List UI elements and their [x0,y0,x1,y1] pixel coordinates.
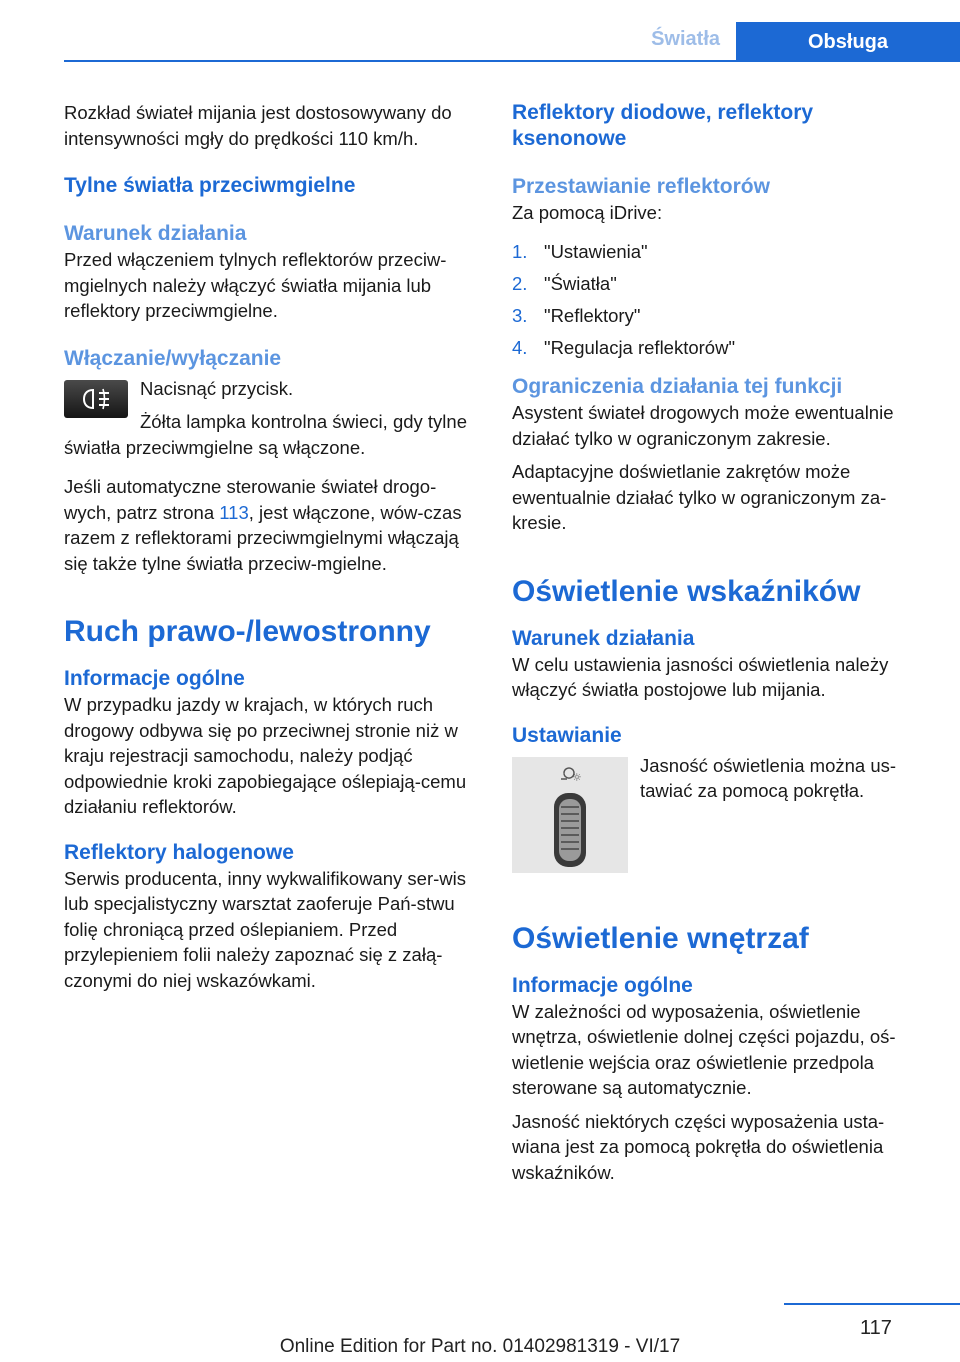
header-section-label: Światła [651,28,720,50]
svg-text:☼: ☼ [572,770,582,784]
traffic-general-text: W przypadku jazdy w krajach, w których ruch drogowy odbywa się po przeciwnej stronie niż w kraju rejestracji samochodu, należy podjąć odpowiednie kroki zapobiegające oślepiają-cemu działaniu reflektorów. [64,694,467,817]
interior-lighting-heading: Oświetlenie wnętrzaf [512,921,809,955]
rear-fog-switch-text-2: Żółta lampka kontrolna świeci, gdy tylne światła przeciwmgielne są włączone. [64,411,467,458]
left-column [64,100,480,993]
headlight-adjust-intro: Za pomocą iDrive: [512,202,663,223]
instrument-setting-block [512,753,932,877]
halogen-heading: Reflektory halogenowe [64,840,294,864]
rear-fog-condition-heading: Warunek działania [64,222,247,245]
rear-fog-switch-block [64,376,480,461]
traffic-heading: Ruch prawo-/lewostronny [64,615,431,648]
step-text: "Ustawienia" [544,240,648,262]
limits-heading: Ograniczenia działania tej funkcji [512,375,843,398]
step-item [512,271,932,297]
idrive-steps-list [512,239,932,361]
instrument-condition-text: W celu ustawienia jasności oświetlenia należy włączyć światła postojowe lub mijania. [512,653,889,700]
instrument-setting-text: Jasność oświetlenia można us-tawiać za pomocą pokrętła. [640,754,897,801]
auto-text-end: , jest włączone, wów-czas razem z reflektorami przeciwmgielnymi włączają się także tylne światła przeciw-mgielne. [64,501,462,574]
rear-fog-auto-text [64,474,480,576]
fog-intro-text: Rozkład świateł mijania jest dostosowywany do intensywności mgły do prędkości 110 km/h. [64,102,452,149]
step-item [512,239,932,265]
step-text: "Światła" [544,272,617,294]
step-number: 2. [512,272,528,294]
right-column [512,100,932,1185]
step-number: 1. [512,240,528,262]
step-item [512,335,932,361]
rear-fog-heading: Tylne światła przeciwmgielne [64,174,356,197]
rear-fog-switch-text-1: Nacisnąć przycisk. [140,377,294,399]
step-item [512,303,932,329]
instrument-setting-heading: Ustawianie [512,723,622,747]
instrument-lighting-heading: Oświetlenie wskaźników [512,574,861,608]
interior-general-heading: Informacje ogólne [512,973,693,997]
rear-fog-switch-heading: Włączanie/wyłączanie [64,346,282,370]
interior-text-2: Jasność niektórych części wyposażenia usta-wiana jest za pomocą pokrętła do oświetlenia wskaźników. [512,1110,885,1183]
dimmer-thumbwheel-image [512,757,628,873]
headlight-adjust-heading: Przestawianie reflektorów [512,175,770,198]
limits-text-2: Adaptacyjne doświetlanie zakrętów może ewentualnie działać tylko w ograniczonym za-kresie. [512,461,887,533]
page-header [64,22,960,62]
edition-footer: Online Edition for Part no. 01402981319 - VI/17 [279,1336,681,1357]
rear-fog-light-icon [64,380,128,418]
auto-text-start: Jeśli automatyczne sterowanie świateł drogo-wych, patrz strona [64,476,437,523]
footer-rule [784,1303,960,1305]
page-link-113[interactable]: 113 [219,501,249,523]
instrument-condition-heading: Warunek działania [512,626,695,650]
limits-text-1: Asystent świateł drogowych może ewentualnie działać tylko w ograniczonym zakresie. [512,402,894,449]
header-rule [64,60,960,62]
header-chapter-tab: Obsługa [736,22,960,62]
step-text: "Regulacja reflektorów" [544,336,736,358]
interior-text-1: W zależności od wyposażenia, oświetlenie wnętrza, oświetlenie dolnej części pojazdu, oś-wietlenie wejścia oraz oświetlenie przedpola sterowane są automatycznie. [512,1000,896,1098]
traffic-general-heading: Informacje ogólne [64,667,245,690]
page-number: 117 [860,1317,892,1339]
halogen-text: Serwis producenta, inny wykwalifikowany ser-wis lub specjalistyczny warsztat zaoferuje Pań-stwu folię chroniącą przed oślepianiem. Przed przylepieniem folii należy zapoznać się z załą-czonymi do niej wskazówkami. [64,867,467,991]
step-number: 3. [512,304,528,326]
led-xenon-heading: Reflektory diodowe, reflektory ksenonowe [512,101,814,150]
rear-fog-condition-text: Przed włączeniem tylnych reflektorów przeciw-mgielnych należy włączyć światła mijania lub reflektory przeciwmgielne. [64,249,447,321]
step-number: 4. [512,336,528,358]
step-text: "Reflektory" [544,304,641,326]
